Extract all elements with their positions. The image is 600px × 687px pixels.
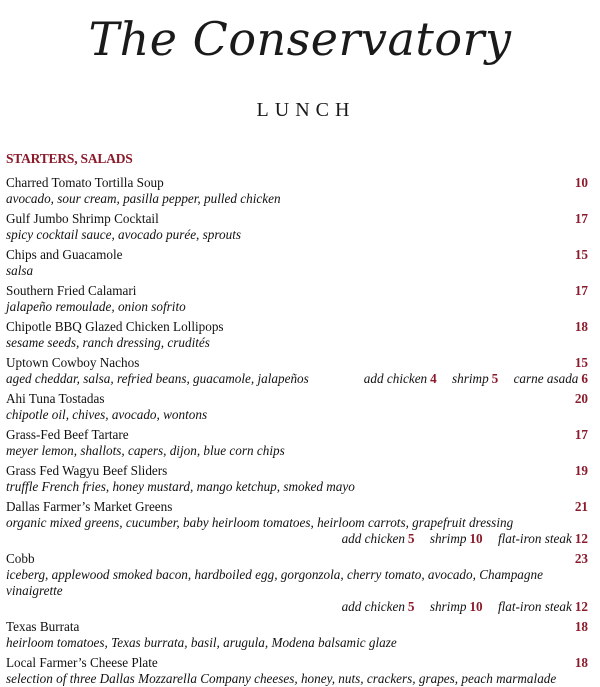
item-price: 18 (574, 619, 588, 634)
item-description: aged cheddar, salsa, refried beans, guacamole, jalapeños (6, 371, 309, 386)
item-price: 17 (574, 427, 588, 442)
addon-label: shrimp (429, 531, 467, 546)
addon-price: 5 (407, 599, 415, 614)
item-price: 19 (574, 463, 588, 478)
item-price: 20 (574, 391, 588, 406)
addon-label: flat-iron steak (497, 599, 572, 614)
menu-item (6, 355, 588, 387)
menu-item (6, 427, 588, 459)
item-name: Southern Fried Calamari (6, 283, 137, 298)
menu-item (6, 499, 588, 547)
item-description: heirloom tomatoes, Texas burrata, basil, arugula, Modena balsamic glaze (6, 635, 397, 650)
menu-item (6, 211, 588, 243)
item-name: Chipotle BBQ Glazed Chicken Lollipops (6, 319, 224, 334)
item-name: Grass-Fed Beef Tartare (6, 427, 129, 442)
addon (342, 531, 415, 547)
addon-label: carne asada (513, 371, 579, 386)
item-description: sesame seeds, ranch dressing, crudités (6, 335, 210, 350)
item-name: Grass Fed Wagyu Beef Sliders (6, 463, 168, 478)
item-price: 21 (574, 499, 588, 514)
item-price: 18 (574, 655, 588, 670)
item-price: 10 (574, 175, 588, 190)
item-addons (352, 371, 588, 387)
addon (514, 371, 588, 387)
addon-price: 10 (469, 531, 483, 546)
menu-item (6, 391, 588, 423)
menu-item (6, 619, 588, 651)
item-description: truffle French fries, honey mustard, mango ketchup, smoked mayo (6, 479, 355, 494)
addon (498, 599, 588, 615)
addon (498, 531, 588, 547)
menu-item (6, 551, 588, 615)
menu-item (6, 655, 588, 687)
addon-price: 12 (574, 599, 588, 614)
addon-price: 4 (430, 371, 437, 386)
item-name: Chips and Guacamole (6, 247, 123, 262)
item-description: jalapeño remoulade, onion sofrito (6, 299, 186, 314)
addon (452, 371, 498, 387)
item-description: meyer lemon, shallots, capers, dijon, blue corn chips (6, 443, 285, 458)
item-addons (6, 599, 588, 615)
addon-label: add chicken (341, 599, 405, 614)
addon (342, 599, 415, 615)
item-price: 15 (574, 355, 588, 370)
addon (364, 371, 437, 387)
item-price: 17 (574, 211, 588, 226)
item-description: avocado, sour cream, pasilla pepper, pulled chicken (6, 191, 281, 206)
item-description: selection of three Dallas Mozzarella Company cheeses, honey, nuts, crackers, grapes, peach marmalade (6, 671, 557, 686)
menu-item (6, 283, 588, 315)
item-description: spicy cocktail sauce, avocado purée, sprouts (6, 227, 241, 242)
menu-item (6, 463, 588, 495)
item-name: Gulf Jumbo Shrimp Cocktail (6, 211, 159, 226)
section-title: STARTERS, SALADS (6, 151, 133, 166)
addon-price: 10 (469, 599, 483, 614)
addon (430, 599, 483, 615)
menu-item (6, 319, 588, 351)
addon-price: 5 (407, 531, 415, 546)
item-price: 23 (574, 551, 588, 566)
menu-item (6, 247, 588, 279)
addon-label: add chicken (341, 531, 405, 546)
item-price: 15 (574, 247, 588, 262)
item-description: organic mixed greens, cucumber, baby heirloom tomatoes, heirloom carrots, grapefruit dressing (6, 515, 514, 530)
addon (430, 531, 483, 547)
item-name: Ahi Tuna Tostadas (6, 391, 105, 406)
addon-label: shrimp (429, 599, 467, 614)
restaurant-logo: The Conservatory (88, 12, 512, 66)
item-description: salsa (6, 263, 34, 278)
item-name: Texas Burrata (6, 619, 80, 634)
item-name: Uptown Cowboy Nachos (6, 355, 140, 370)
addon-price: 6 (581, 371, 588, 386)
item-name: Charred Tomato Tortilla Soup (6, 175, 164, 190)
menu-item (6, 175, 588, 207)
addon-label: shrimp (452, 371, 489, 386)
item-name: Cobb (6, 551, 35, 566)
addon-price: 5 (491, 371, 499, 386)
menu-items (6, 175, 588, 687)
item-description: iceberg, applewood smoked bacon, hardboiled egg, gorgonzola, cherry tomato, avocado, Champagne vinaigrette (6, 567, 543, 598)
addon-label: add chicken (363, 371, 428, 386)
item-name: Dallas Farmer’s Market Greens (6, 499, 173, 514)
addon-label: flat-iron steak (497, 531, 572, 546)
menu-title: LUNCH (256, 99, 356, 121)
addon-price: 12 (574, 531, 588, 546)
item-price: 18 (574, 319, 588, 334)
item-name: Local Farmer’s Cheese Plate (6, 655, 158, 670)
item-addons (6, 531, 588, 547)
item-price: 17 (574, 283, 588, 298)
item-description: chipotle oil, chives, avocado, wontons (6, 407, 208, 422)
